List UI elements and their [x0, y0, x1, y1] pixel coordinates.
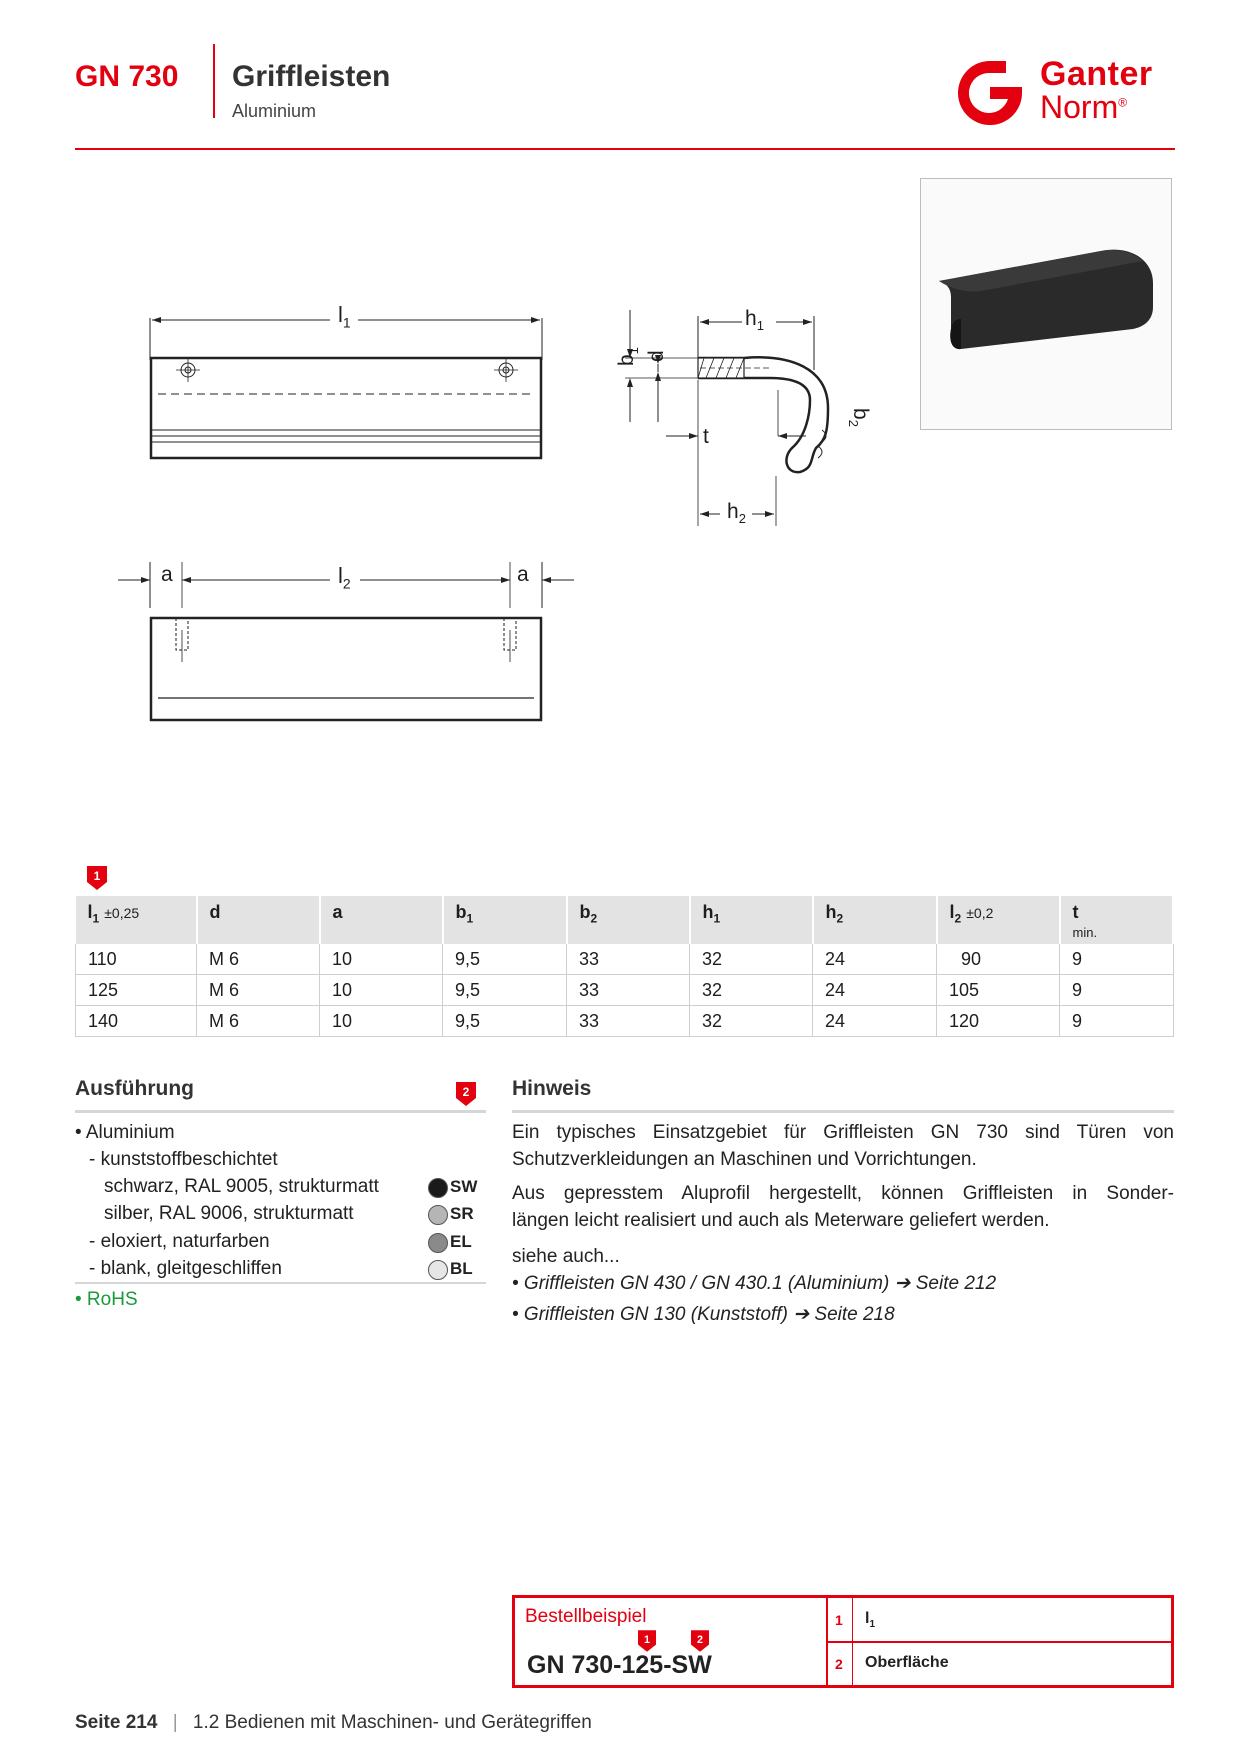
- order-key-2-number: 2: [835, 1656, 843, 1672]
- technical-drawing: [110, 290, 830, 760]
- page-title: Griffleisten: [232, 60, 391, 93]
- logo-word-norm: Norm®: [1040, 89, 1128, 125]
- cell-l2: 120: [937, 1006, 1060, 1037]
- cell-d: M 6: [197, 975, 320, 1006]
- cell-t: 9: [1060, 944, 1174, 975]
- col-header-l1: $l_1 \pm 0,25$: [76, 896, 197, 944]
- dim-label-b2: $b_2$: [845, 408, 872, 427]
- dim-label-l2: $l_2$: [338, 563, 351, 592]
- cell-t: 9: [1060, 1006, 1174, 1037]
- col-header-h1: $h_1$: [690, 896, 813, 944]
- footer-separator: |: [172, 1712, 178, 1733]
- cell-l1: 125: [76, 975, 197, 1006]
- swatch-sr-icon: [428, 1205, 448, 1225]
- dim-label-l1: $l_1$: [338, 302, 351, 331]
- footer: [75, 1712, 592, 1734]
- code-bl: BL: [450, 1259, 473, 1278]
- ganter-norm-logo: [950, 55, 1175, 130]
- cell-a: 10: [320, 1006, 443, 1037]
- cell-h2: 24: [813, 975, 937, 1006]
- swatch-sw-icon: [428, 1178, 448, 1198]
- section-rule: [75, 1110, 486, 1113]
- cell-d: M 6: [197, 944, 320, 975]
- col-header-b1: $b_1$: [443, 896, 567, 944]
- dim-label-t: t: [703, 425, 709, 448]
- cell-b1: 9,5: [443, 1006, 567, 1037]
- cell-l2: 90: [937, 944, 1060, 975]
- col-header-t: t min.: [1060, 896, 1174, 944]
- cell-l2: 105: [937, 975, 1060, 1006]
- cell-b2: 33: [567, 975, 690, 1006]
- list-rule: [75, 1282, 486, 1284]
- section-title-ausfuehrung: Ausführung: [75, 1077, 194, 1100]
- dim-label-a-left: a: [161, 563, 173, 586]
- cell-h2: 24: [813, 944, 937, 975]
- table-row: [76, 944, 1174, 975]
- col-header-a: a: [320, 896, 443, 944]
- cell-h1: 32: [690, 944, 813, 975]
- svg-text:2: 2: [462, 1085, 470, 1099]
- cell-h1: 32: [690, 1006, 813, 1037]
- rohs-label: • RoHS: [75, 1289, 138, 1310]
- cell-l1: 110: [76, 944, 197, 975]
- cell-l1: 140: [76, 1006, 197, 1037]
- cell-b2: 33: [567, 1006, 690, 1037]
- grip-bar-image: [921, 179, 1171, 429]
- see-also-label: siehe auch...: [512, 1246, 620, 1267]
- order-example-box: [512, 1595, 1174, 1688]
- page-subtitle: Aluminium: [232, 101, 317, 121]
- code-el: EL: [450, 1232, 472, 1251]
- list-item-aluminium: • Aluminium: [75, 1122, 175, 1143]
- footer-page-number: Seite 214: [75, 1712, 158, 1733]
- hinweis-paragraph-2: Aus gepresstem Aluprofil hergestellt, können Griffleisten in Sonder- längen leicht realisiert und auch als Meterware geliefert werden.: [512, 1183, 1174, 1231]
- col-header-d: d: [197, 896, 320, 944]
- cell-a: 10: [320, 975, 443, 1006]
- footer-section: 1.2 Bedienen mit Maschinen- und Gerätegriffen: [192, 1712, 592, 1733]
- table-header-row: [76, 896, 1174, 944]
- section-rule: [512, 1110, 1174, 1113]
- col-header-b2: $b_2$: [567, 896, 690, 944]
- side-profile: [625, 310, 830, 526]
- order-marker-2-icon: [691, 1630, 709, 1652]
- col-header-l2: $l_2 \pm 0,2$: [937, 896, 1060, 944]
- list-item-silber: silber, RAL 9006, strukturmatt: [104, 1203, 354, 1224]
- order-divider: [826, 1641, 1171, 1643]
- order-label: Bestellbeispiel: [525, 1606, 647, 1627]
- cell-h2: 24: [813, 1006, 937, 1037]
- top-view: [150, 317, 542, 458]
- order-marker-1-icon: [638, 1630, 656, 1652]
- dim-label-h2: $h_2$: [727, 500, 746, 527]
- marker-1-icon: [87, 866, 107, 890]
- table-row: [76, 975, 1174, 1006]
- list-item-eloxiert: - eloxiert, naturfarben: [89, 1231, 270, 1252]
- swatch-el-icon: [428, 1233, 448, 1253]
- cell-d: M 6: [197, 1006, 320, 1037]
- order-key-2-text: Oberfläche: [865, 1654, 949, 1671]
- marker-2-icon: [456, 1082, 476, 1106]
- dim-label-a-right: a: [517, 563, 529, 586]
- product-code: GN 730: [75, 60, 179, 93]
- link-gn430[interactable]: • Griffleisten GN 430 / GN 430.1 (Aluminium) ➔ Seite 212: [512, 1273, 997, 1294]
- cell-b1: 9,5: [443, 944, 567, 975]
- list-item-schwarz: schwarz, RAL 9005, strukturmatt: [104, 1176, 379, 1197]
- hinweis-paragraph-1: Ein typisches Einsatzgebiet für Griffleisten GN 730 sind Türen von Schutzverkleidungen an Maschinen und Vorrichtungen.: [512, 1122, 1174, 1170]
- list-item-kunststoffbeschichtet: - kunststoffbeschichtet: [89, 1149, 278, 1170]
- link-gn130[interactable]: • Griffleisten GN 130 (Kunststoff) ➔ Seite 218: [512, 1304, 895, 1325]
- svg-text:1: 1: [644, 1633, 650, 1646]
- cell-t: 9: [1060, 975, 1174, 1006]
- dim-label-h1: $h_1$: [745, 307, 764, 334]
- section-title-hinweis: Hinweis: [512, 1077, 592, 1100]
- col-header-h2: $h_2$: [813, 896, 937, 944]
- cell-b1: 9,5: [443, 975, 567, 1006]
- svg-text:1: 1: [93, 869, 101, 883]
- header-rule: [75, 148, 1175, 150]
- dim-label-b1: $b_1$: [615, 347, 642, 366]
- product-photo: [920, 178, 1172, 430]
- swatch-bl-icon: [428, 1260, 448, 1280]
- dim-label-d: d: [645, 350, 668, 362]
- header-separator: [213, 44, 215, 118]
- dimension-table: [75, 896, 1174, 1037]
- cell-b2: 33: [567, 944, 690, 975]
- order-code: GN 730-125-SW: [527, 1651, 712, 1679]
- cell-h1: 32: [690, 975, 813, 1006]
- order-key-1-number: 1: [835, 1612, 843, 1628]
- code-sr: SR: [450, 1204, 474, 1223]
- svg-text:2: 2: [697, 1633, 703, 1646]
- logo-g-icon: [950, 55, 1030, 130]
- cell-a: 10: [320, 944, 443, 975]
- order-key-1-text: $l_1$: [865, 1610, 876, 1631]
- code-sw: SW: [450, 1177, 478, 1196]
- logo-word-ganter: Ganter: [1040, 55, 1153, 93]
- list-item-blank: - blank, gleitgeschliffen: [89, 1258, 282, 1279]
- table-row: [76, 1006, 1174, 1037]
